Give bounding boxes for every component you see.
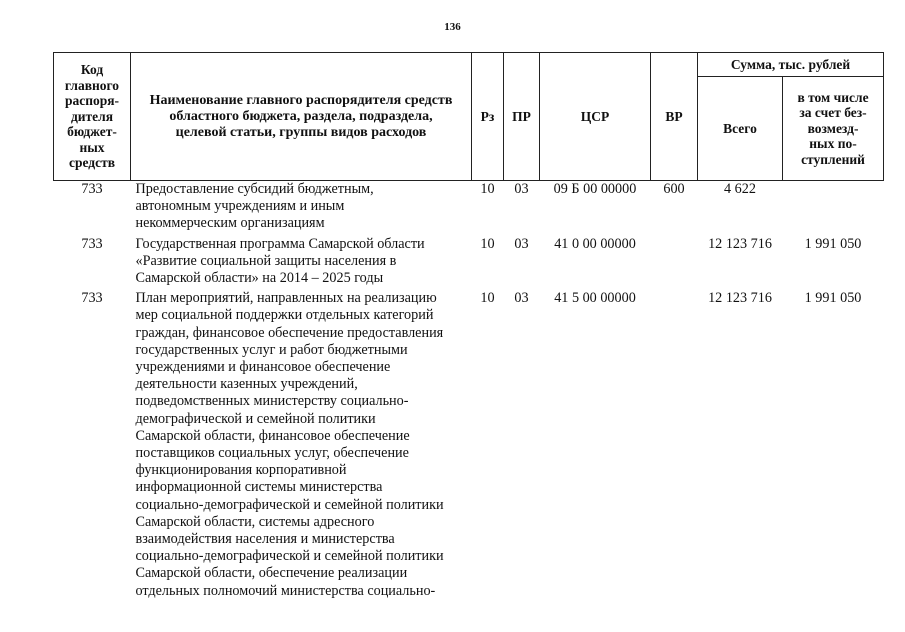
header-code: Код главного распоря- дителя бюджет- ных средств [54, 53, 131, 181]
cell-rz: 10 [480, 235, 495, 252]
header-name: Наименование главного распорядителя средств областного бюджета, раздела, подраздела, целевой статьи, группы видов расходов [131, 53, 472, 181]
header-csr: ЦСР [540, 53, 651, 181]
header-sum: Сумма, тыс. рублей [698, 53, 884, 77]
table-row [54, 233, 884, 288]
header-rz: Рз [472, 53, 504, 181]
cell-csr: 09 Б 00 00000 [553, 181, 637, 197]
cell-incl [783, 181, 884, 233]
cell-csr: 41 0 00 00000 [554, 235, 636, 252]
header-total: Всего [698, 77, 783, 181]
header-incl: в том числе за счет без- возмезд- ных по- ступлений [783, 77, 884, 181]
cell-code: 733 [81, 290, 103, 307]
cell-name: Предоставление субсидий бюджетным, автономным учреждениям и иным некоммерческим организациям [135, 181, 374, 232]
cell-name: План мероприятий, направленных на реализацию мер социальной поддержки отдельных категорий граждан, финансовое обеспечение предоставления государственных услуг и работ бюджетными учреждениями и финансовое обеспечение деятельности казенных учреждений, подведомственных министерству социально- демографической и семейной политики Самарской области, финансовое обеспечение поставщиков социальных услуг, обеспечение функционирования корпоративной информационной системы министерства социально-демографической и семейной политики Самарской области, системы адресного взаимодействия населения и министерства социально-демографической и семейной политики Самарской области, обеспечение реализации отдельных полномочий министерства социально- [135, 290, 444, 599]
page-number: 136 [444, 21, 461, 33]
cell-name: Государственная программа Самарской области «Развитие социальной защиты населения в Самарской области» на 2014 – 2025 годы [135, 235, 425, 287]
header-vr: ВР [651, 53, 698, 181]
cell-code: 733 [81, 235, 103, 252]
cell-total: 4 622 [724, 181, 756, 197]
cell-incl: 1 991 050 [804, 235, 862, 252]
header-pr: ПР [504, 53, 540, 181]
cell-pr: 03 [514, 290, 529, 307]
table-row [54, 181, 884, 233]
cell-pr: 03 [514, 235, 529, 252]
cell-vr: 600 [663, 181, 685, 197]
cell-code: 733 [81, 181, 103, 197]
cell-vr [651, 233, 698, 288]
cell-pr: 03 [514, 181, 529, 197]
cell-total: 12 123 716 [708, 235, 772, 252]
cell-csr: 41 5 00 00000 [554, 290, 636, 307]
cell-incl: 1 991 050 [804, 290, 862, 307]
cell-vr [651, 287, 698, 600]
table-row [54, 287, 884, 600]
cell-rz: 10 [480, 290, 495, 307]
cell-total: 12 123 716 [708, 290, 772, 307]
cell-rz: 10 [480, 181, 495, 197]
budget-table [53, 52, 884, 600]
